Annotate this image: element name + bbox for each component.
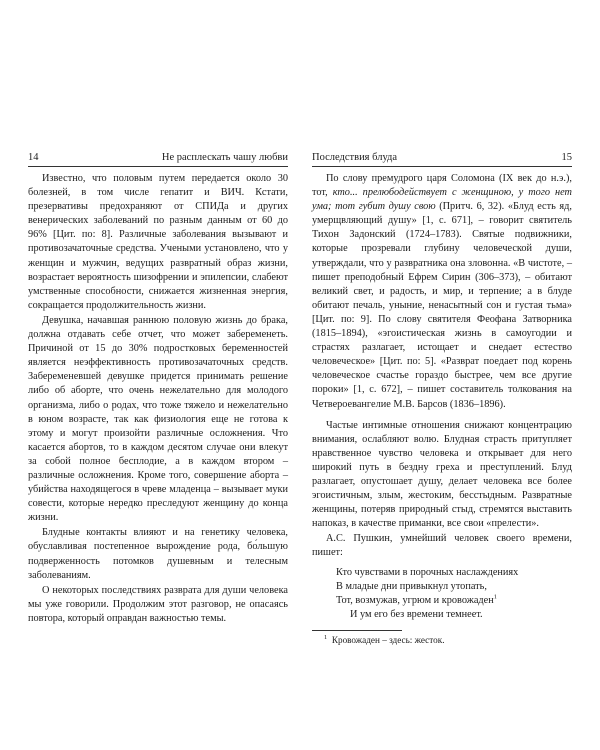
right-page	[312, 152, 572, 646]
footnote-ref: 1	[493, 593, 497, 601]
poem-line: Кто чувствами в порочных наслаждениях	[336, 566, 519, 578]
left-page-header	[28, 152, 288, 167]
footnote-mark: 1	[324, 633, 328, 641]
paragraph: Блудные контакты влияют и на генетику человека, обуславливая постепенное вырождение рода, бо́льшую подверженность потомков душевным и телесным заболеваниям.	[28, 527, 288, 581]
paragraph: Известно, что половым путем передается около 30 болезней, в том числе гепатит и ВИЧ. Кстати, презервативы предохраняют от СПИДа и других венерических заболеваний по разным данным от 60 до 96% [Цит. по: 8]. Различные заболевания вызывают и противозачаточные средства. Учеными установлено, что у женщин и мужчин, ведущих развратный образ жизни, возрастает вероятность шизофрении и эпилепсии, слабеют умственные способности, снижается жизненная энергия, сокращается продолжительность жизни.	[28, 173, 288, 311]
paragraph-text: По слову премудрого царя Соломона (IX век до н.э.), тот,	[312, 173, 572, 199]
right-page-header	[312, 152, 572, 167]
page-number: 15	[561, 152, 572, 163]
footnote-divider	[312, 630, 402, 631]
paragraph-text: (Притч. 6, 32). «Блуд есть яд, умерщвляющий душу» [1, с. 671], – говорит святитель Тихон Задонский (1724–1783). Святые подвижники, которые прозревали глубину человеческой души, утверждали, что у развратника она зловонна. «В чистоте, – пишет преподобный Ефрем Сирин (306–373), – обитают великий свет, и радость, и мир, и терпение; а в блуде обитают печаль, уныние, ненасытный сон и густая тьма» [Цит. по: 9]. По слову святителя Феофана Затворника (1815–1894), «эгоистическая жизнь в самоугодии и страстях разлагает, истощает и снедает естество человеческое» [Цит. по: 5]. «Разврат поедает под корень человеческое счастье гораздо быстрее, чем все другие пороки» [1, с. 672], – пишет составитель толкования на Четвероевангелие М.В. Барсов (1836–1896).	[312, 201, 572, 410]
poem-line-text: Тот, возмужав, угрюм и кровожаден	[336, 594, 494, 606]
running-title: Не расплескать чашу любви	[161, 152, 288, 163]
paragraph: О некоторых последствиях разврата для души человека мы уже говорили. Продолжим этот разговор, не опасаясь повтора, который оправдан важностью темы.	[28, 584, 288, 624]
footnote-text: Кровожаден – здесь: жесток.	[331, 634, 445, 645]
left-page	[28, 152, 288, 626]
paragraph: А.С. Пушкин, умнейший человек своего времени, пишет:	[312, 533, 572, 559]
paragraph	[312, 172, 572, 412]
quote-italic: кто... прелюбодействует с женщиною, у того нет ума; тот губит душу свою	[312, 187, 572, 213]
paragraph: Девушка, начавшая раннюю половую жизнь до брака, должна отдавать себе отчет, что может забеременеть. Причиной от 15 до 30% подростковых беременностей является неэффективность противозачаточных средств. Забеременевшей девушке придется принимать решение либо об аборте, что очень нежелательно для молодого организма, либо о родах, что тоже тяжело и нежелательно в юном возрасте, так как физиология еще не готова к этому и могут произойти различные осложнения. Что касается абортов, то в каждом десятом случае они влекут за собой полное бесплодие, а в каждом втором – различные осложнения. Кроме того, совершение аборта – убийства находящегося в чреве младенца – вызывает муки совести, которые нередко преследуют женщину до конца жизни.	[28, 314, 288, 524]
footnote	[312, 634, 572, 646]
poem	[336, 566, 572, 622]
page-number: 14	[28, 152, 39, 163]
poem-line	[336, 594, 572, 608]
running-title: Последствия блуда	[312, 152, 398, 163]
poem-line: В младые дни привыкнул утопать,	[336, 580, 487, 592]
paragraph: Частые интимные отношения снижают концентрацию внимания, ослабляют волю. Блудная страсть притупляет нравственное чувство человека и открывает для него широкий путь в бездну греха и преступлений. Блуд разлагает, опустошает душу, делает человека все более эгоистичным, злым, жестоким, бесстыдным. Развратные женщины, потеряв природный стыд, стремятся выставить напоказ, в качестве приманки, все свои «прелести».	[312, 419, 572, 530]
poem-line: И ум его без времени темнеет.	[350, 608, 483, 620]
